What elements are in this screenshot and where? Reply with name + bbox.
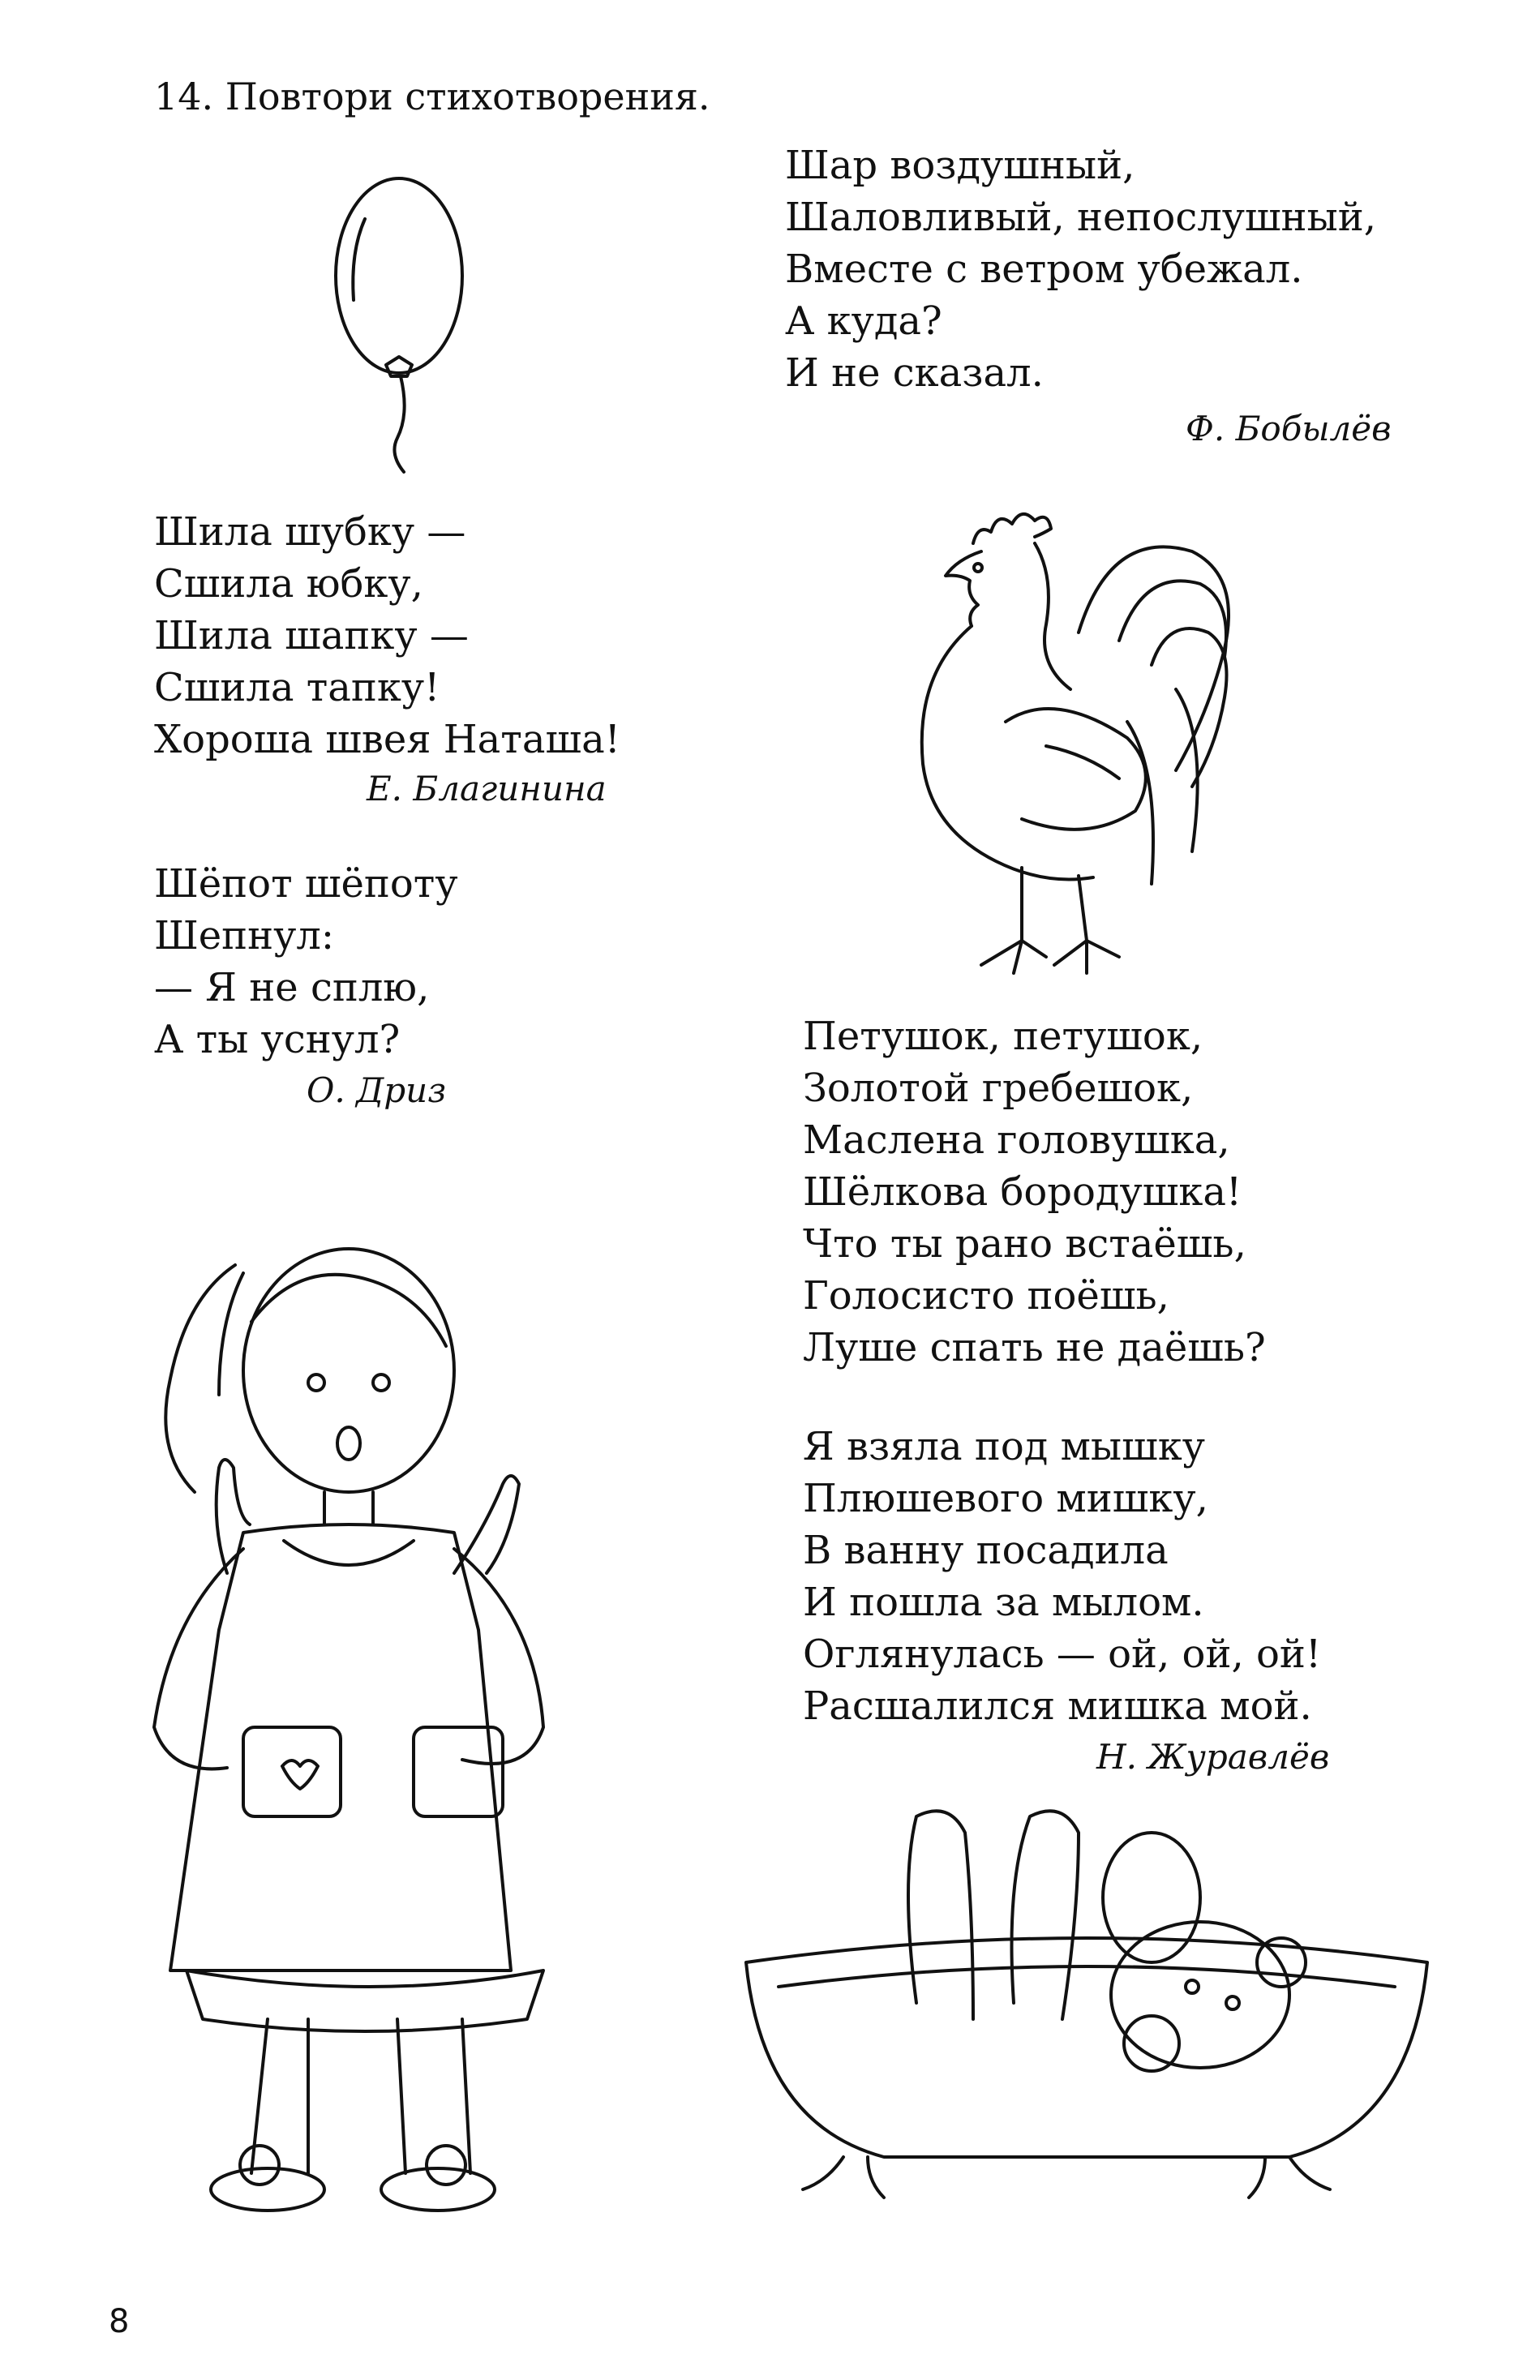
poem-line: Золотой гребешок, (803, 1066, 1194, 1111)
exercise-title: 14. Повтори стихотворения. (154, 75, 710, 118)
page-number: 8 (109, 2303, 130, 2340)
poem-whisper (154, 858, 458, 1066)
poem-line: Шёлкова бородушка! (803, 1169, 1242, 1215)
girl-illustration (105, 1208, 576, 2230)
poem-line: Шила шапку — (154, 613, 469, 658)
poem-bear (803, 1421, 1321, 1732)
rooster-illustration (884, 478, 1273, 997)
poem-line: Сшила тапку! (154, 665, 440, 710)
poem-line: В ванну посадила (803, 1528, 1169, 1573)
poem-line: А ты уснул? (154, 1017, 401, 1062)
poem-line: Шар воздушный, (785, 143, 1135, 188)
poem-line: И не сказал. (785, 350, 1044, 396)
poem-line: Маслена головушка, (803, 1117, 1230, 1163)
poem-rooster (803, 1010, 1266, 1374)
poem-line: Голосисто поёшь, (803, 1273, 1169, 1319)
poem-line: — Я не сплю, (154, 965, 430, 1010)
poem-whisper-author: О. Дриз (307, 1070, 447, 1110)
poem-line: Я взяла под мышку (803, 1424, 1205, 1469)
poem-line: Оглянулась — ой, ой, ой! (803, 1632, 1322, 1677)
poem-balloon (785, 139, 1376, 399)
balloon-illustration (308, 170, 503, 478)
poem-line: А куда? (785, 298, 942, 344)
poem-seamstress (154, 506, 620, 765)
poem-line: И пошла за мылом. (803, 1580, 1204, 1625)
poem-line: Сшила юбку, (154, 561, 423, 607)
poem-line: Что ты рано встаёшь, (803, 1221, 1246, 1267)
poem-line: Шепнул: (154, 913, 335, 958)
poem-line: Плюшевого мишку, (803, 1476, 1208, 1521)
poem-line: Расшалился мишка мой. (803, 1683, 1312, 1729)
poem-line: Шаловливый, непослушный, (785, 195, 1376, 240)
poem-line: Вместе с ветром убежал. (785, 247, 1303, 292)
poem-line: Петушок, петушок, (803, 1014, 1203, 1059)
poem-line: Луше спать не даёшь? (803, 1325, 1266, 1370)
poem-line: Хороша швея Наташа! (154, 717, 620, 762)
poem-balloon-author: Ф. Бобылёв (1186, 409, 1392, 448)
poem-seamstress-author: Е. Благинина (367, 769, 607, 808)
poem-line: Шила шубку — (154, 509, 466, 555)
poem-bear-author: Н. Журавлёв (1096, 1737, 1330, 1777)
bear-in-bathtub-illustration (730, 1800, 1443, 2222)
poem-line: Шёпот шёпоту (154, 861, 458, 907)
